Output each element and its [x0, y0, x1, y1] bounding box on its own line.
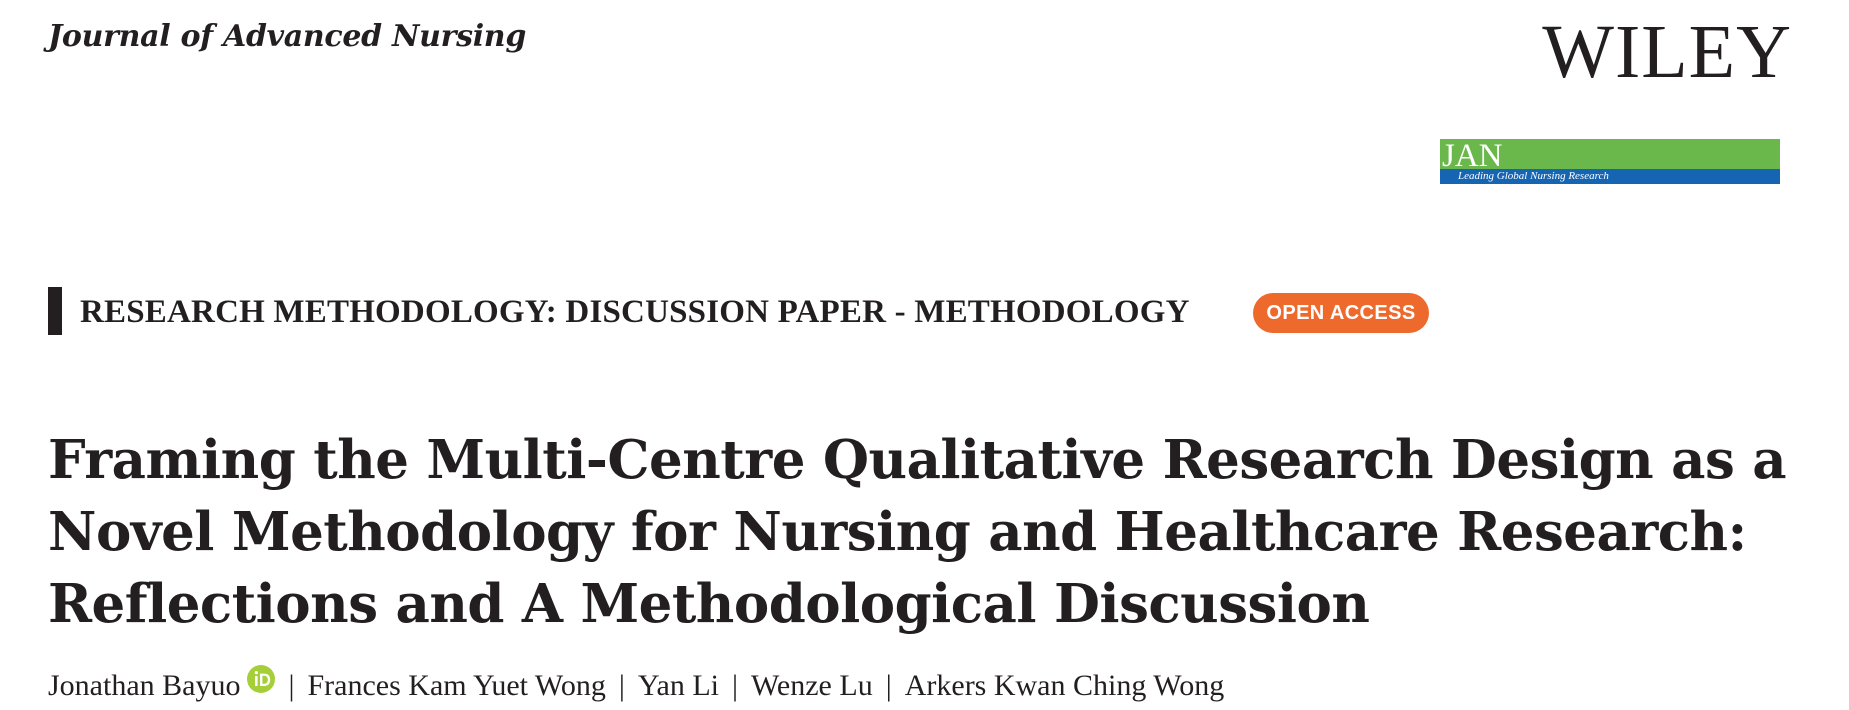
journal-badge-abbr: JAN	[1442, 138, 1503, 174]
author-separator: |	[732, 669, 739, 702]
author-separator: |	[288, 669, 295, 702]
open-access-badge: OPEN ACCESS	[1253, 293, 1429, 333]
author-list	[48, 666, 1224, 706]
section-marker-bar	[48, 287, 62, 335]
author-name[interactable]: Yan Li	[637, 669, 719, 702]
author-name[interactable]: Frances Kam Yuet Wong	[307, 669, 606, 702]
publisher-logo: WILEY	[1542, 10, 1792, 94]
author-name[interactable]: Wenze Lu	[751, 669, 873, 702]
author-separator: |	[885, 669, 892, 702]
journal-name[interactable]: Journal of Advanced Nursing	[48, 19, 526, 54]
journal-badge-tagline: Leading Global Nursing Research	[1458, 170, 1609, 182]
author-name[interactable]: Jonathan Bayuo	[48, 669, 241, 702]
author-name[interactable]: Arkers Kwan Ching Wong	[904, 669, 1225, 702]
article-section-label: RESEARCH METHODOLOGY: DISCUSSION PAPER - METHODOLOGY	[80, 294, 1190, 330]
journal-badge	[1440, 139, 1780, 184]
orcid-icon[interactable]	[247, 665, 275, 693]
author-separator: |	[618, 669, 625, 702]
article-title: Framing the Multi-Centre Qualitative Research Design as a Novel Methodology for Nursing and Healthcare Research: Reflections and A Methodological Discussion	[48, 429, 1787, 635]
